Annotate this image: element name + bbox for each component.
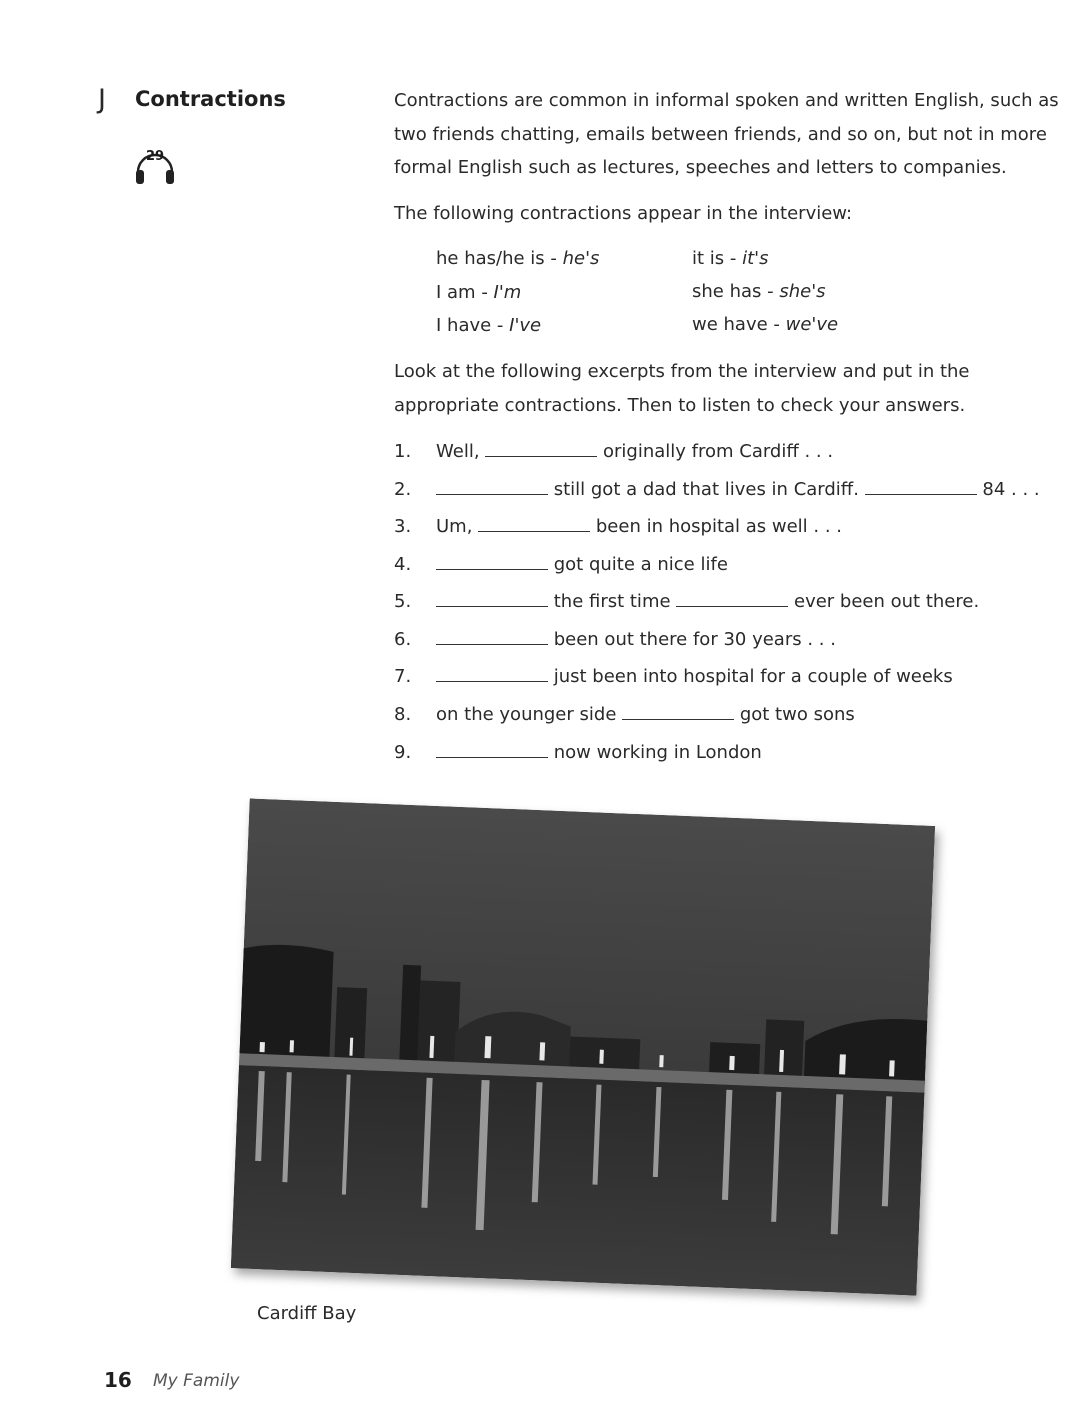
section-title: Contractions <box>135 87 286 111</box>
item-number: 5. <box>394 591 412 612</box>
exercise-item: 9. now working in London <box>394 739 762 765</box>
cardiff-bay-photo <box>231 798 935 1295</box>
exercise-item: 7. just been into hospital for a couple of weeks <box>394 663 953 689</box>
answer-blank[interactable] <box>436 551 548 570</box>
audio-track-number: 29 <box>145 149 165 164</box>
exercise-item: 2. still got a dad that lives in Cardiff. 84 . . . <box>394 476 1040 502</box>
answer-blank[interactable] <box>865 476 977 495</box>
intro-paragraph: Contractions are common in informal spoken and written English, such as two friends chatting, emails between friends, and so on, but not in more formal English such as lectures, speeches and letters to companies. <box>394 90 1059 178</box>
answer-blank[interactable] <box>622 701 734 720</box>
answer-blank[interactable] <box>436 626 548 645</box>
contraction-item: she has - she's <box>692 281 826 302</box>
answer-blank[interactable] <box>478 513 590 532</box>
contraction-item: I have - I've <box>436 315 542 336</box>
answer-blank[interactable] <box>485 438 597 457</box>
exercise-item: 1. Well, originally from Cardiff . . . <box>394 438 833 464</box>
exercise-item: 5. the first time ever been out there. <box>394 588 979 614</box>
exercise-item: 3. Um, been in hospital as well . . . <box>394 513 842 539</box>
item-number: 1. <box>394 441 412 462</box>
instruction-paragraph: Look at the following excerpts from the interview and put in the appropriate contractions. Then to listen to check your answers. <box>394 361 970 416</box>
item-number: 9. <box>394 742 412 763</box>
exercise-item: 8. on the younger side got two sons <box>394 701 855 727</box>
answer-blank[interactable] <box>436 476 548 495</box>
photo-caption: Cardiff Bay <box>257 1303 357 1324</box>
running-head: My Family <box>153 1371 240 1391</box>
exercise-item: 6. been out there for 30 years . . . <box>394 626 836 652</box>
answer-blank[interactable] <box>436 739 548 758</box>
night-cityscape-image <box>231 798 935 1295</box>
item-number: 6. <box>394 629 412 650</box>
contraction-item: he has/he is - he's <box>436 248 600 269</box>
item-number: 8. <box>394 704 412 725</box>
section-letter: J <box>98 84 106 115</box>
item-number: 7. <box>394 666 412 687</box>
item-number: 4. <box>394 554 412 575</box>
exercise-item: 4. got quite a nice life <box>394 551 728 577</box>
answer-blank[interactable] <box>436 663 548 682</box>
item-number: 2. <box>394 479 412 500</box>
lead-sentence: The following contractions appear in the interview: <box>394 203 853 224</box>
contraction-item: we have - we've <box>692 314 839 335</box>
answer-blank[interactable] <box>676 588 788 607</box>
page-number: 16 <box>104 1368 132 1392</box>
contraction-item: it is - it's <box>692 248 769 269</box>
answer-blank[interactable] <box>436 588 548 607</box>
contraction-item: I am - I'm <box>436 282 522 303</box>
item-number: 3. <box>394 516 412 537</box>
